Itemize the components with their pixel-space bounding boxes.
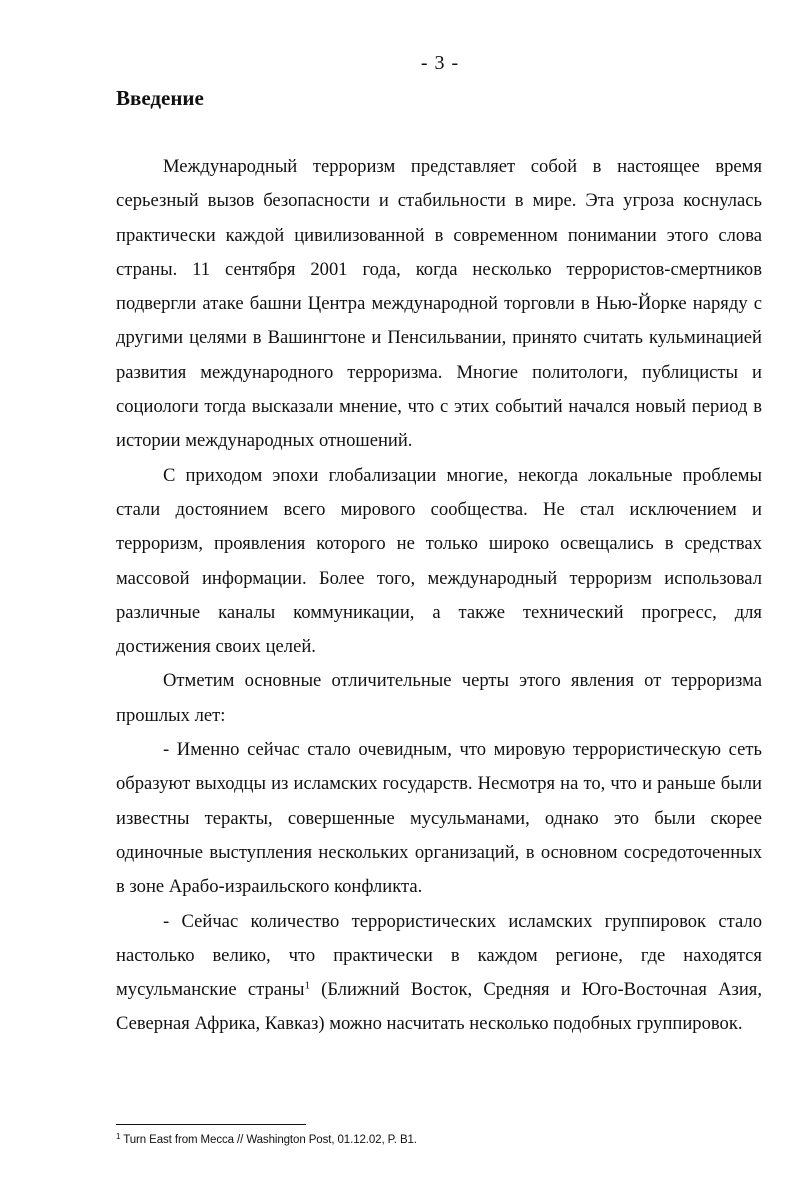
footnote-separator xyxy=(116,1124,306,1125)
paragraph-2: С приходом эпохи глобализации многие, некогда локальные проблемы стали достоянием всего мирового сообщества. Не стал исключением и терроризм, проявления которого не только широко освещались в средствах массовой информации. Более того, международный терроризм использовал различные каналы коммуникации, а также технический прогресс, для достижения своих целей. xyxy=(116,464,762,658)
footnote xyxy=(116,1134,417,1146)
section-heading: Введение xyxy=(116,86,204,110)
paragraph-5 xyxy=(116,905,762,1042)
paragraph-5-text-after: (Ближний Восток, Средняя и Юго-Восточная Азия, Северная Африка, Кавказ) можно насчитать несколько подобных группировок. xyxy=(116,979,762,1035)
body-text xyxy=(116,150,762,1042)
footnote-text: Turn East from Mecca // Washington Post, 01.12.02, P. B1. xyxy=(120,1134,417,1146)
footnote-reference[interactable]: 1 xyxy=(304,979,310,992)
page-number: - 3 - xyxy=(420,52,460,74)
paragraph-3: Отметим основные отличительные черты этого явления от терроризма прошлых лет: xyxy=(116,670,762,726)
paragraph-1: Международный терроризм представляет собой в настоящее время серьезный вызов безопасности и стабильности в мире. Эта угроза коснулась практически каждой цивилизованной в современном понимании этого слова страны. 11 сентября 2001 года, когда несколько террористов-смертников подвергли атаке башни Центра международной торговли в Нью-Йорке наряду с другими целями в Вашингтоне и Пенсильвании, принято считать кульминацией развития международного терроризма. Многие политологи, публицисты и социологи тогда высказали мнение, что с этих событий начался новый период в истории международных отношений. xyxy=(116,156,762,452)
paragraph-5-text-before: - Сейчас количество террористических исламских группировок стало настолько велико, что практически в каждом регионе, где находятся мусульманские страны xyxy=(116,910,762,1001)
footnote-marker: 1 xyxy=(116,1132,121,1141)
paragraph-4: - Именно сейчас стало очевидным, что мировую террористическую сеть образуют выходцы из исламских государств. Несмотря на то, что и раньше были известны теракты, совершенные мусульманами, однако это были скорее одиночные выступления нескольких организаций, в основном сосредоточенных в зоне Арабо-израильского конфликта. xyxy=(116,739,762,898)
